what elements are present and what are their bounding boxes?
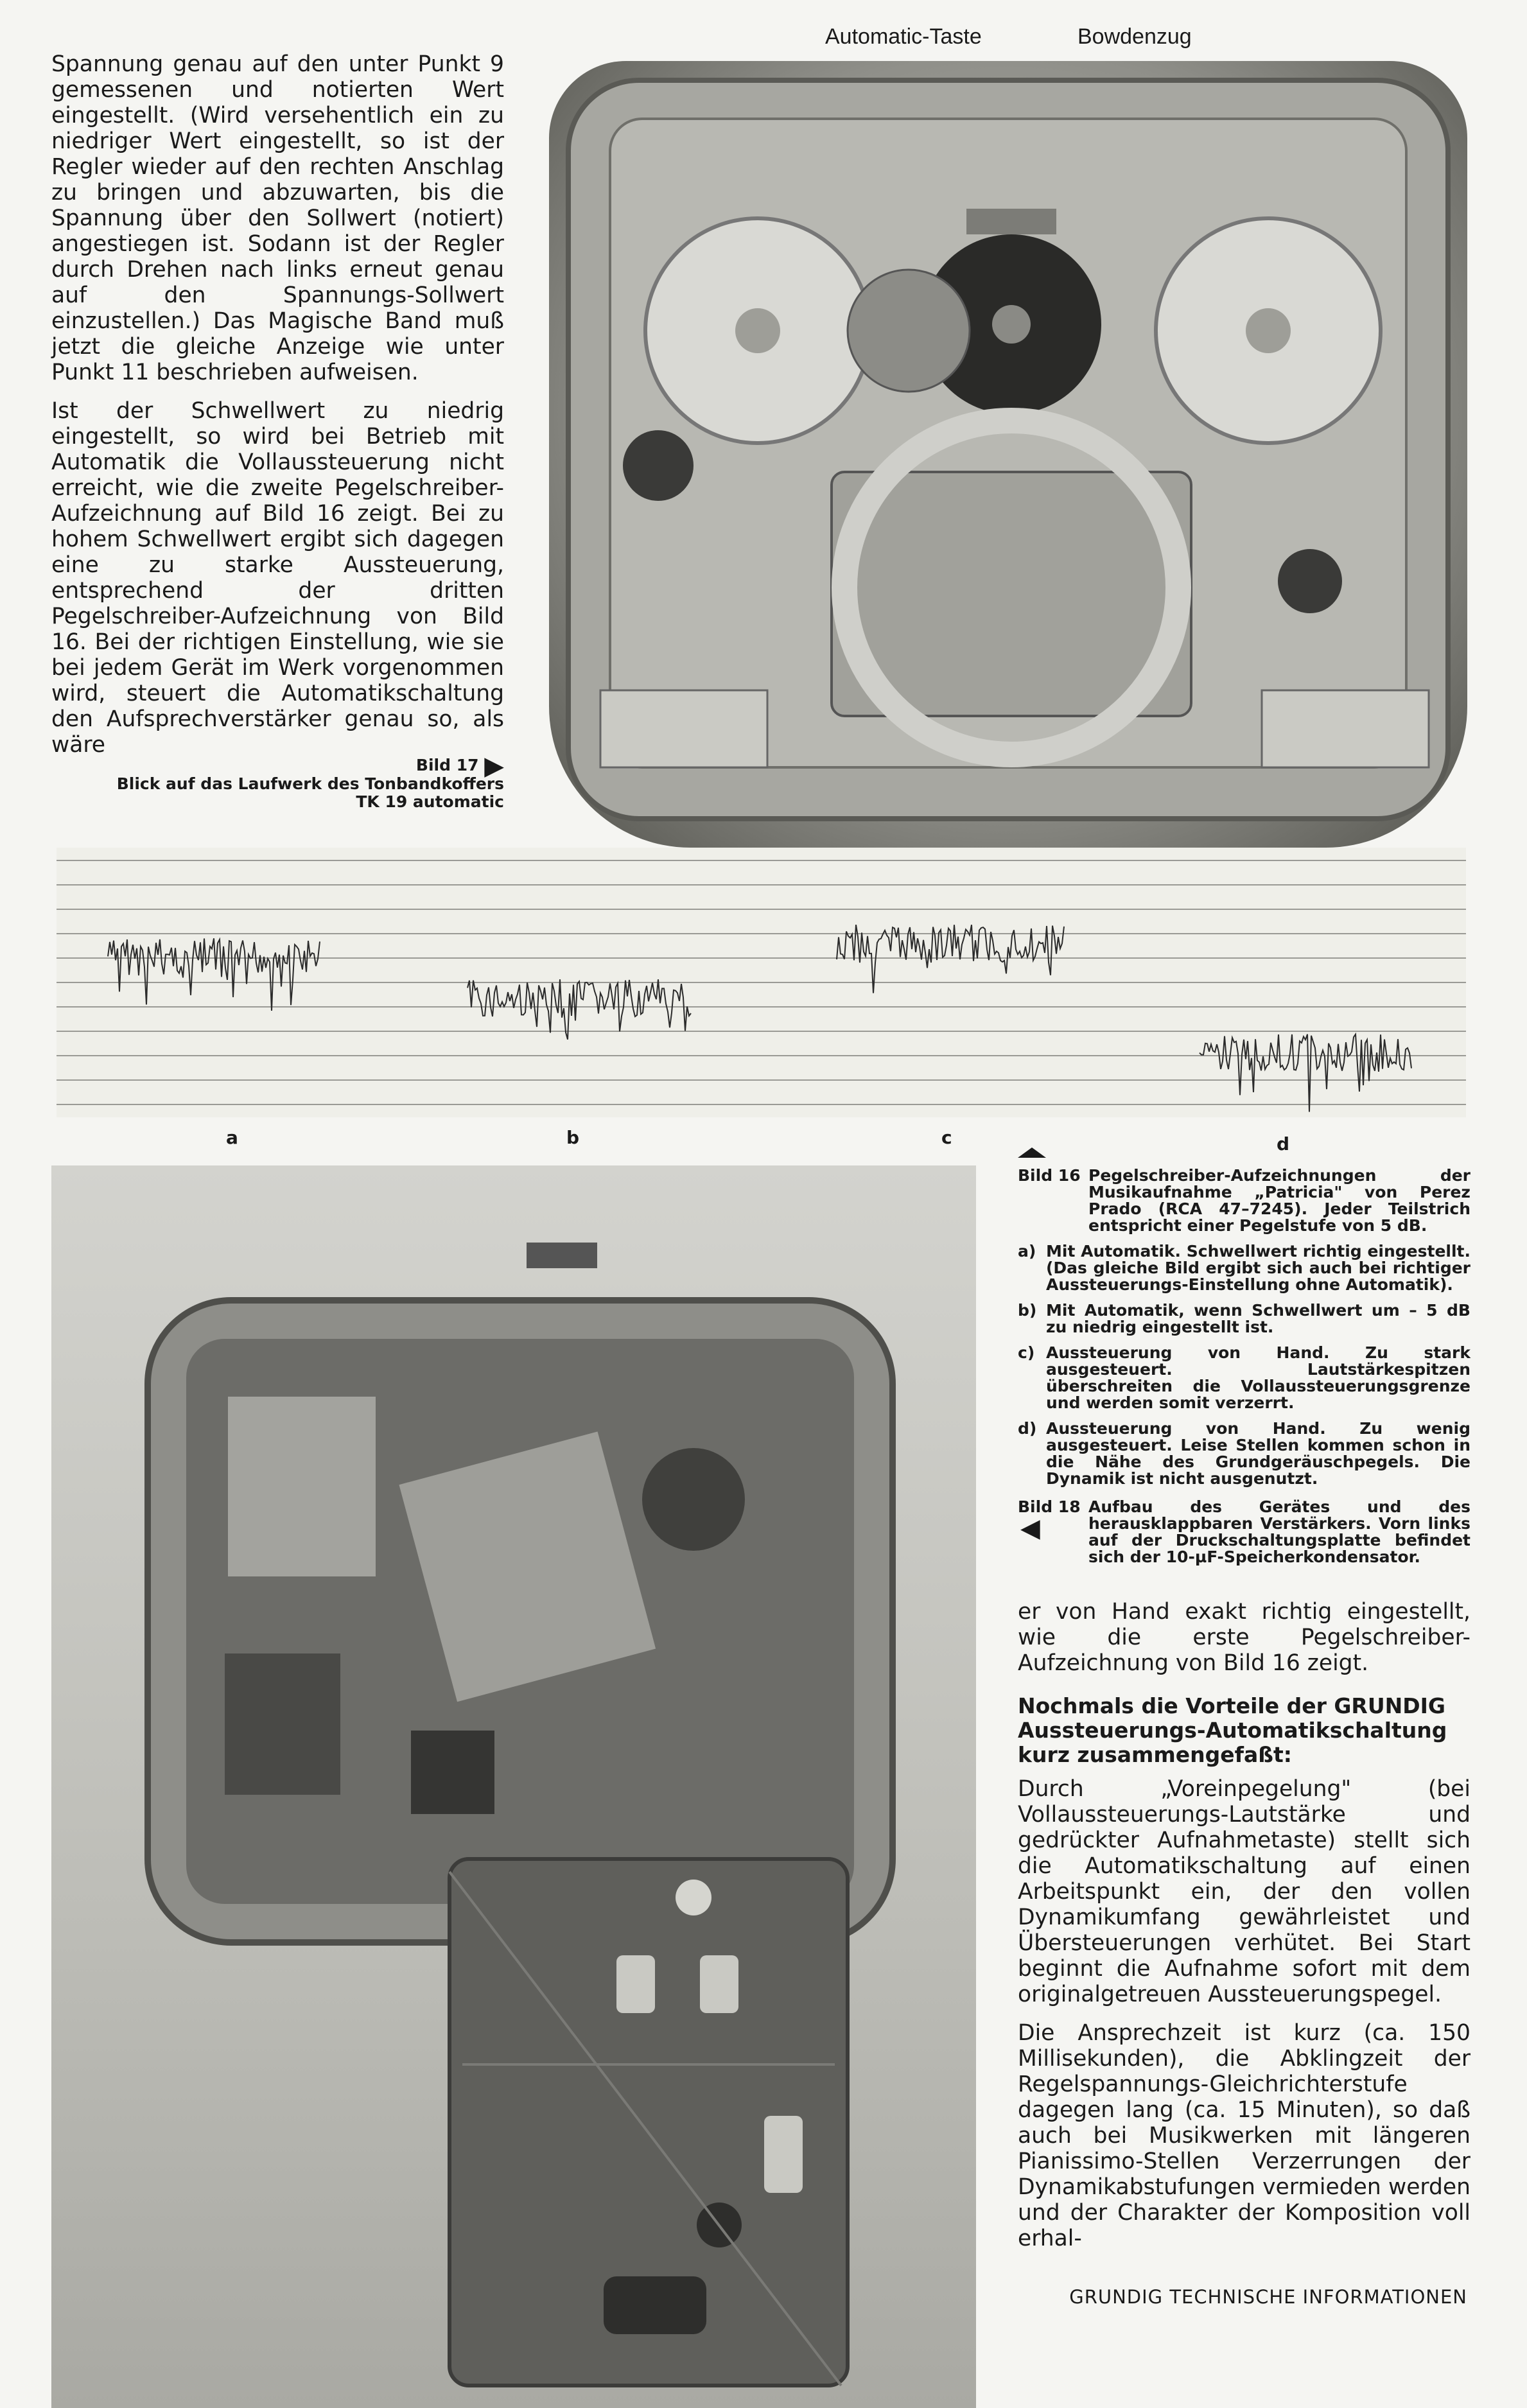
item-text: Mit Automatik. Schwellwert richtig eingestellt. (Das gleiche Bild ergibt sich auch bei richtiger Aussteuerungs-Einstellung ohne Automatik). bbox=[1046, 1242, 1470, 1294]
item-label: a) bbox=[1018, 1242, 1036, 1261]
caption-item bbox=[1018, 1243, 1470, 1293]
paragraph: Die Ansprechzeit ist kurz (ca. 150 Millisekunden), die Abklingzeit der Regelspannungs-Gleichrichterstufe dagegen lang (ca. 15 Minuten), so daß auch bei Musikwerken mit längeren Pianissimo-Stellen Verzerrungen der Dynamikabstufungen vermieden werden und der Charakter der Komposition voll erhal- bbox=[1018, 2020, 1470, 2251]
figure-number: Bild 16 bbox=[1018, 1166, 1081, 1185]
caption-line: TK 19 automatic bbox=[356, 792, 504, 811]
left-column bbox=[51, 51, 504, 758]
figure-number: Bild 17 bbox=[415, 756, 479, 774]
bild17-caption bbox=[51, 751, 504, 811]
caption-item bbox=[1018, 1420, 1470, 1487]
tape-deck-drawing bbox=[549, 61, 1467, 848]
right-column-captions bbox=[1018, 1167, 1470, 1566]
caption-item bbox=[1018, 1302, 1470, 1336]
trace-a bbox=[108, 938, 320, 1011]
item-label: c) bbox=[1018, 1343, 1035, 1362]
strip-label-c: c bbox=[941, 1127, 952, 1148]
annotation-bowdenzug: Bowdenzug bbox=[1078, 24, 1192, 49]
item-text: Aussteuerung von Hand. Zu stark ausgesteuert. Lautstärkespitzen überschreiten die Vollaussteuerungsgrenze und werden somit verzerrt. bbox=[1046, 1343, 1470, 1412]
annotation-automatic-taste: Automatic-Taste bbox=[825, 24, 982, 49]
bild16-caption bbox=[1018, 1167, 1470, 1234]
caption-item bbox=[1018, 1345, 1470, 1411]
figure-number: Bild 18 bbox=[1018, 1497, 1081, 1516]
paragraph: Spannung genau auf den unter Punkt 9 gemessenen und notierten Wert eingestellt. (Wird versehentlich ein zu niedriger Wert eingestellt, so ist der Regler wieder auf den rechten Anschlag zu bringen und abzuwarten, bis die Spannung über den Sollwert (notiert) angestiegen ist. Sodann ist der Regler durch Drehen nach links erneut genau auf den Spannungs-Sollwert einzustellen.) Das Magische Band muß jetzt die gleiche Anzeige wie unter Punkt 11 beschrieben aufweisen. bbox=[51, 51, 504, 385]
amplifier-drawing bbox=[51, 1165, 976, 2408]
item-text: Mit Automatik, wenn Schwellwert um – 5 dB zu niedrig eingestellt ist. bbox=[1046, 1301, 1470, 1336]
level-recorder-strip bbox=[57, 848, 1466, 1117]
section-heading: Nochmals die Vorteile der GRUNDIG Aussteuerungs-Automatikschaltung kurz zusammengefaßt: bbox=[1018, 1693, 1447, 1767]
strip-label-b: b bbox=[566, 1127, 580, 1148]
caption-line: Blick auf das Laufwerk des Tonbandkoffers bbox=[116, 774, 504, 793]
trace-b bbox=[467, 979, 691, 1040]
bild16-caption-icon bbox=[1018, 1147, 1046, 1158]
strip-chart bbox=[57, 848, 1466, 1117]
paragraph: Ist der Schwellwert zu niedrig eingestellt, so wird bei Betrieb mit Automatik die Vollaussteuerung nicht erreicht, wie die zweite Pegelschreiber-Aufzeichnung auf Bild 16 zeigt. Bei zu hohem Schwellwert ergibt sich dagegen eine zu starke Aussteuerung, entsprechend der dritten Pegelschreiber-Aufzeichnung von Bild 16. Bei der richtigen Einstellung, wie sie bei jedem Gerät im Werk vorgenommen wird, steuert die Automatikschaltung den Aufsprechverstärker genau so, als wäre bbox=[51, 398, 504, 758]
paragraph: er von Hand exakt richtig eingestellt, wie die erste Pegelschreiber-Aufzeichnung von Bild 16 zeigt. bbox=[1018, 1599, 1470, 1676]
trace-d bbox=[1200, 1034, 1411, 1112]
strip-label-d: d bbox=[1277, 1133, 1290, 1155]
amplifier-photo bbox=[51, 1165, 976, 2408]
strip-label-a: a bbox=[226, 1127, 238, 1148]
caption-text: Aufbau des Gerätes und des herausklappbaren Verstärkers. Vorn links auf der Druckschaltungsplatte befindet sich der 10-µF-Speicherkondensator. bbox=[1088, 1497, 1470, 1566]
caption-text: Pegelschreiber-Aufzeichnungen der Musikaufnahme „Patricia" von Perez Prado (RCA 47–7245). Jeder Teilstrich entspricht einer Pegelstufe von 5 dB. bbox=[1088, 1166, 1470, 1235]
paragraph: Durch „Voreinpegelung" (bei Vollaussteuerungs-Lautstärke und gedrückter Aufnahmetaste) stellt sich die Automatikschaltung auf einen Arbeitspunkt ein, der den vollen Dynamikumfang gewährleistet und Übersteuerungen verhütet. Bei Start beginnt die Aufnahme sofort mit dem originalgetreuen Aussteuerungspegel. bbox=[1018, 1776, 1470, 2007]
item-label: b) bbox=[1018, 1301, 1037, 1320]
footer: GRUNDIG TECHNISCHE INFORMATIONEN bbox=[1069, 2286, 1467, 2308]
item-text: Aussteuerung von Hand. Zu wenig ausgesteuert. Leise Stellen kommen schon in die Nähe des Grundgeräuschpegels. Die Dynamik ist nicht ausgenutzt. bbox=[1046, 1419, 1470, 1488]
item-label: d) bbox=[1018, 1419, 1037, 1438]
bild18-caption bbox=[1018, 1499, 1470, 1566]
pointer-right-icon: ▶ bbox=[484, 751, 504, 781]
tape-deck-photo bbox=[549, 61, 1467, 848]
pointer-left-icon: ◀ bbox=[1020, 1514, 1040, 1543]
right-column-text bbox=[1018, 1599, 1470, 2251]
